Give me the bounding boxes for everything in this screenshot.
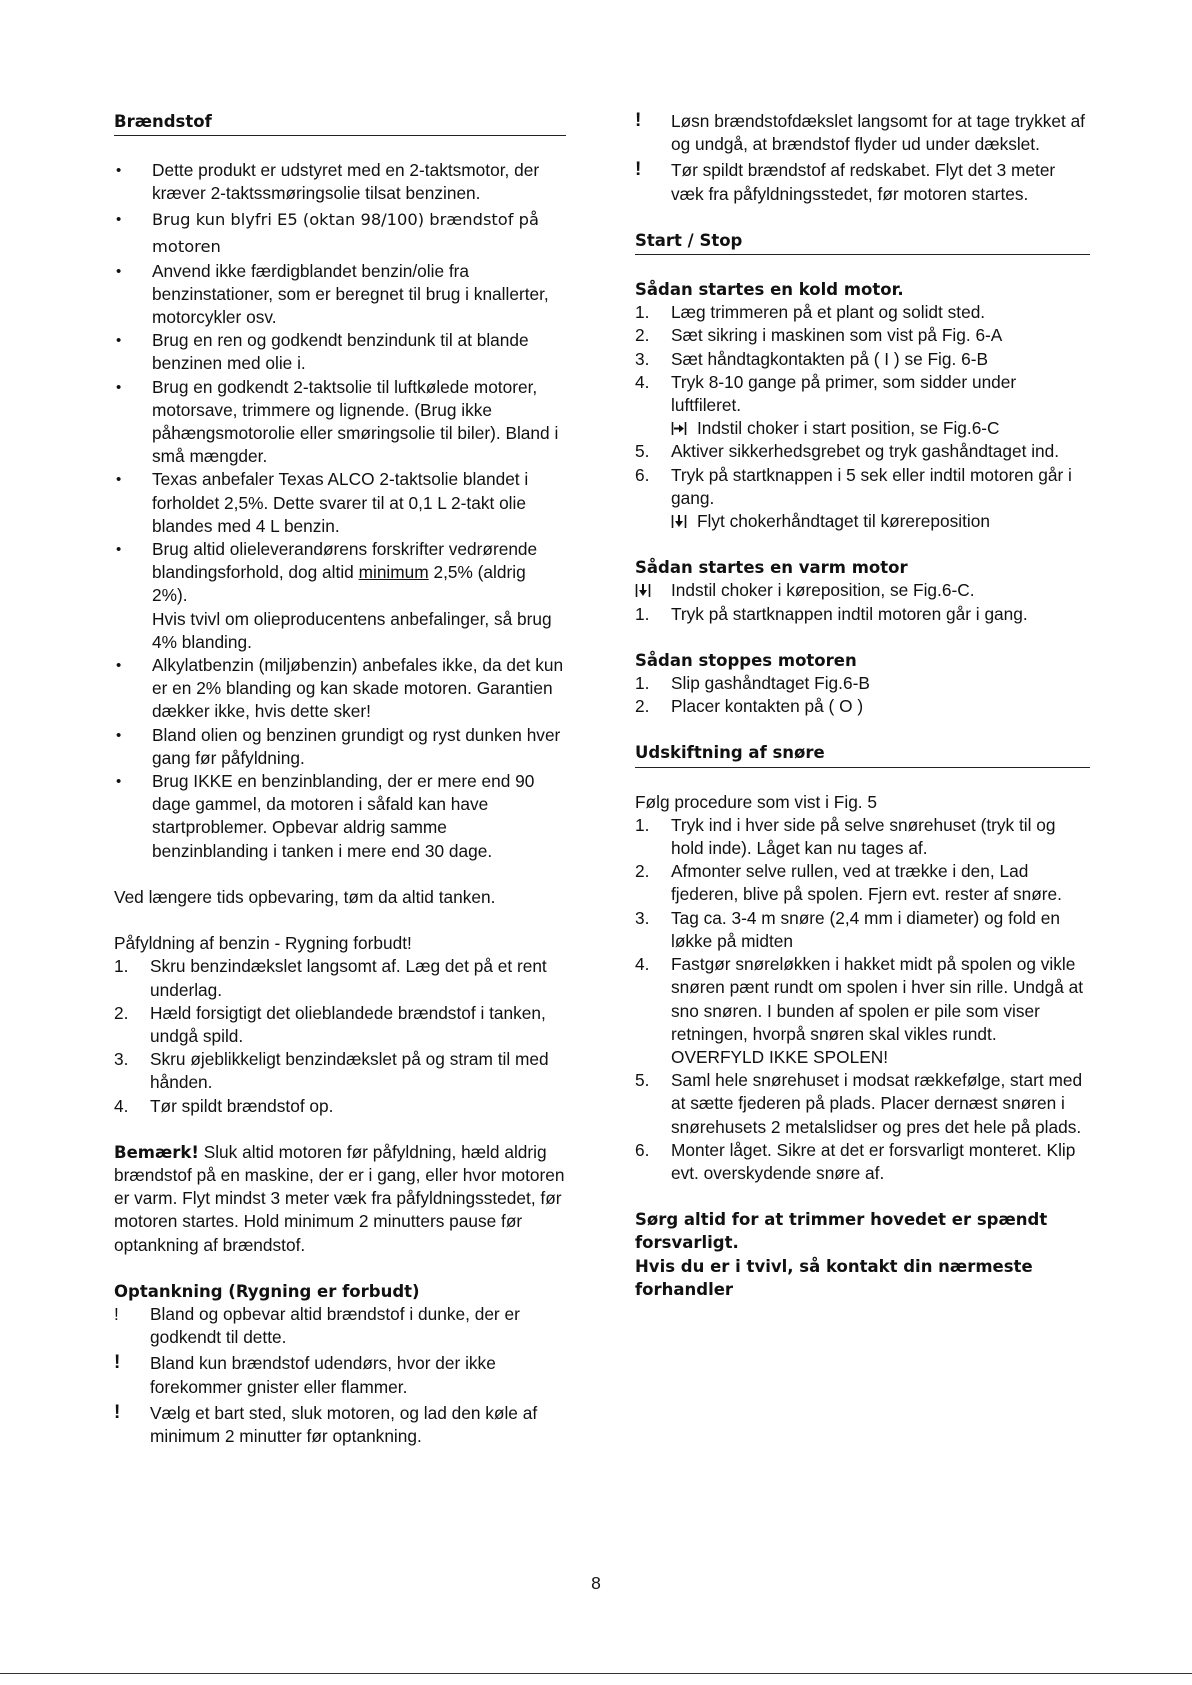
- choke-run-icon: [671, 514, 687, 529]
- bullet-icon: •: [116, 162, 122, 180]
- section-title-braendstof: Brændstof: [114, 110, 566, 136]
- list-item: Flyt chokerhåndtaget til kørereposition: [635, 510, 1090, 533]
- list-item: 1. Tryk ind i hver side på selve snørehuset (tryk til og hold inde). Låget kan nu tages af.: [635, 814, 1056, 859]
- bullet-icon: •: [116, 332, 122, 350]
- list-item: • Brug IKKE en benzinblanding, der er mere end 90 dage gammel, da motoren i såfald kan have startproblemer. Opbevar aldrig samme benzinblanding i tanken i mere end 30 dage.: [116, 771, 535, 861]
- bullet-icon: •: [116, 773, 122, 791]
- line-intro: Følg procedure som vist i Fig. 5: [635, 791, 878, 812]
- list-item: ! Bland kun brændstof udendørs, hvor der ikke forekommer gnister eller flammer.: [114, 1352, 496, 1397]
- list-item: • Brug kun blyfri E5 (oktan 98/100) brændstof på motoren: [114, 206, 566, 260]
- warm-start-title: Sådan startes en varm motor: [635, 558, 908, 578]
- section-title-line-replacement: Udskiftning af snøre: [635, 741, 1090, 767]
- list-item: • Anvend ikke færdigblandet benzin/olie fra benzinstationer, som er beregnet til brug i knallerter, motorcykler osv.: [116, 260, 549, 328]
- list-item: 1. Læg trimmeren på et plant og solidt sted.: [635, 302, 986, 323]
- list-item: ! Løsn brændstofdækslet langsomt for at tage trykket af og undgå, at brændstof flyder ud under dækslet.: [635, 110, 1085, 155]
- list-item: 4. Fastgør snøreløkken i hakket midt på spolen og vikle snøren pænt rundt om spolen i hver sin rille. Undgå at sno snøren. I bunden af spolen er pile som viser retningen, hvorpå snøren skal vikles rundt. OVERFYLD IKKE SPOLEN!: [635, 954, 1084, 1067]
- list-item: • Brug altid olieleverandørens forskrifter vedrørende blandingsforhold, dog altid minimum 2,5% (aldrig 2%). Hvis tvivl om olieproducentens anbefalinger, så brug 4% blanding.: [116, 539, 552, 652]
- stop-title: Sådan stoppes motoren: [635, 650, 857, 670]
- left-column: [114, 110, 566, 1448]
- list-item: 3. Tag ca. 3-4 m snøre (2,4 mm i diameter) og fold en løkke på midten: [635, 907, 1060, 951]
- list-item: ! Vælg et bart sted, sluk motoren, og lad den køle af minimum 2 minutter før optankning.: [114, 1401, 538, 1446]
- list-item: ! Tør spildt brændstof af redskabet. Flyt det 3 meter væk fra påfyldningsstedet, før motoren startes.: [635, 159, 1056, 204]
- fill-title: Påfyldning af benzin - Rygning forbudt!: [114, 933, 412, 954]
- choke-run-icon: [635, 583, 651, 598]
- footer-divider: [0, 1673, 1192, 1674]
- storage-note: Ved længere tids opbevaring, tøm da altid tanken.: [114, 886, 496, 907]
- list-item: 6. Monter låget. Sikre at det er forsvarligt monteret. Klip evt. overskydende snøre af.: [635, 1139, 1076, 1183]
- bullet-icon: •: [116, 541, 122, 559]
- list-item: • Brug en godkendt 2-taktsolie til luftkølede motorer, motorsave, trimmere og lignende. (Brug ikke påhængsmotorolie eller smøringsolie til biler). Bland i små mængder.: [116, 376, 559, 467]
- page-number: 8: [591, 1573, 601, 1593]
- bullet-icon: •: [116, 262, 122, 280]
- list-item: 4. Tør spildt brændstof op.: [114, 1095, 334, 1116]
- list-item: • Dette produkt er udstyret med en 2-taktsmotor, der kræver 2-taktssmøringsolie tilsat benzinen.: [116, 160, 540, 204]
- list-item: • Texas anbefaler Texas ALCO 2-taktsolie blandet i forholdet 2,5%. Dette svarer til at 0,1 L 2-takt olie blandes med 4 L benzin.: [116, 469, 529, 536]
- list-item: 2. Placer kontakten på ( O ): [635, 696, 864, 717]
- cold-start-title: Sådan startes en kold motor.: [635, 280, 904, 300]
- warning-icon: !: [114, 1352, 121, 1374]
- bullet-icon: •: [116, 210, 122, 228]
- list-item: • Bland olien og benzinen grundigt og ryst dunken hver gang før påfyldning.: [116, 724, 561, 768]
- list-item: 6. Tryk på startknappen i 5 sek eller indtil motoren går i gang.: [635, 464, 1072, 508]
- list-item: • Alkylatbenzin (miljøbenzin) anbefales ikke, da det kun er en 2% blanding og kan skade motoren. Garantien dækker ikke, hvis dette sker!: [116, 655, 564, 722]
- list-item: ! Bland og opbevar altid brændstof i dunke, der er godkendt til dette.: [114, 1303, 520, 1348]
- list-item: 2. Afmonter selve rullen, ved at trække i den, Lad fjederen, blive på spolen. Fjern evt. rester af snøre.: [635, 861, 1062, 905]
- list-item: 2. Hæld forsigtigt det olieblandede brændstof i tanken, undgå spild.: [114, 1002, 546, 1046]
- bullet-icon: •: [116, 471, 122, 489]
- warning-icon: !: [635, 159, 642, 181]
- list-item: 1. Skru benzindækslet langsomt af. Læg det på et rent underlag.: [114, 956, 547, 1000]
- list-item: 1. Slip gashåndtaget Fig.6-B: [635, 673, 870, 694]
- list-item: 5. Aktiver sikkerhedsgrebet og tryk gashåndtaget ind.: [635, 441, 1060, 462]
- bullet-icon: •: [116, 657, 122, 675]
- list-item: 3. Sæt håndtagkontakten på ( I ) se Fig. 6-B: [635, 348, 988, 369]
- note-label: Bemærk!: [114, 1142, 199, 1162]
- closing-note-2: Hvis du er i tvivl, så kontakt din nærmeste forhandler: [635, 1256, 1033, 1299]
- list-item: Indstil choker i start position, se Fig.6-C: [635, 417, 1090, 440]
- bullet-icon: •: [116, 726, 122, 744]
- closing-note-1: Sørg altid for at trimmer hovedet er spændt forsvarligt.: [635, 1210, 1048, 1253]
- refuel-title: Optankning (Rygning er forbudt): [114, 1281, 420, 1301]
- warning-icon: !: [635, 110, 642, 131]
- choke-start-icon: [671, 421, 687, 436]
- warning-icon: !: [114, 1401, 121, 1423]
- list-item: 4. Tryk 8-10 gange på primer, som sidder under luftfileret.: [635, 371, 1017, 416]
- right-column: [635, 110, 1090, 1301]
- bullet-icon: •: [116, 378, 122, 396]
- list-item: • Brug en ren og godkendt benzindunk til at blande benzinen med olie i.: [116, 330, 529, 374]
- list-item: 5. Saml hele snørehuset i modsat rækkefølge, start med at sætte fjederen på plads. Placer dernæst snøren i snørehusets 2 metalslidser og pres det hele på plads.: [635, 1070, 1083, 1137]
- list-item: 2. Sæt sikring i maskinen som vist på Fig. 6-A: [635, 325, 1003, 346]
- note-paragraph: Bemærk! Sluk altid motoren før påfyldning, hæld aldrig brændstof på en maskine, der er i gang, eller hvor motoren er varm. Flyt mindst 3 meter væk fra påfyldningsstedet, før motoren startes. Hold minimum 2 minutters pause før optankning af brændstof.: [114, 1141, 565, 1255]
- section-title-start-stop: Start / Stop: [635, 229, 1090, 255]
- list-item: Indstil choker i køreposition, se Fig.6-C.: [635, 579, 1090, 602]
- list-item: 3. Skru øjeblikkeligt benzindækslet på og stram til med hånden.: [114, 1049, 549, 1093]
- list-item: 1. Tryk på startknappen indtil motoren går i gang.: [635, 603, 1028, 624]
